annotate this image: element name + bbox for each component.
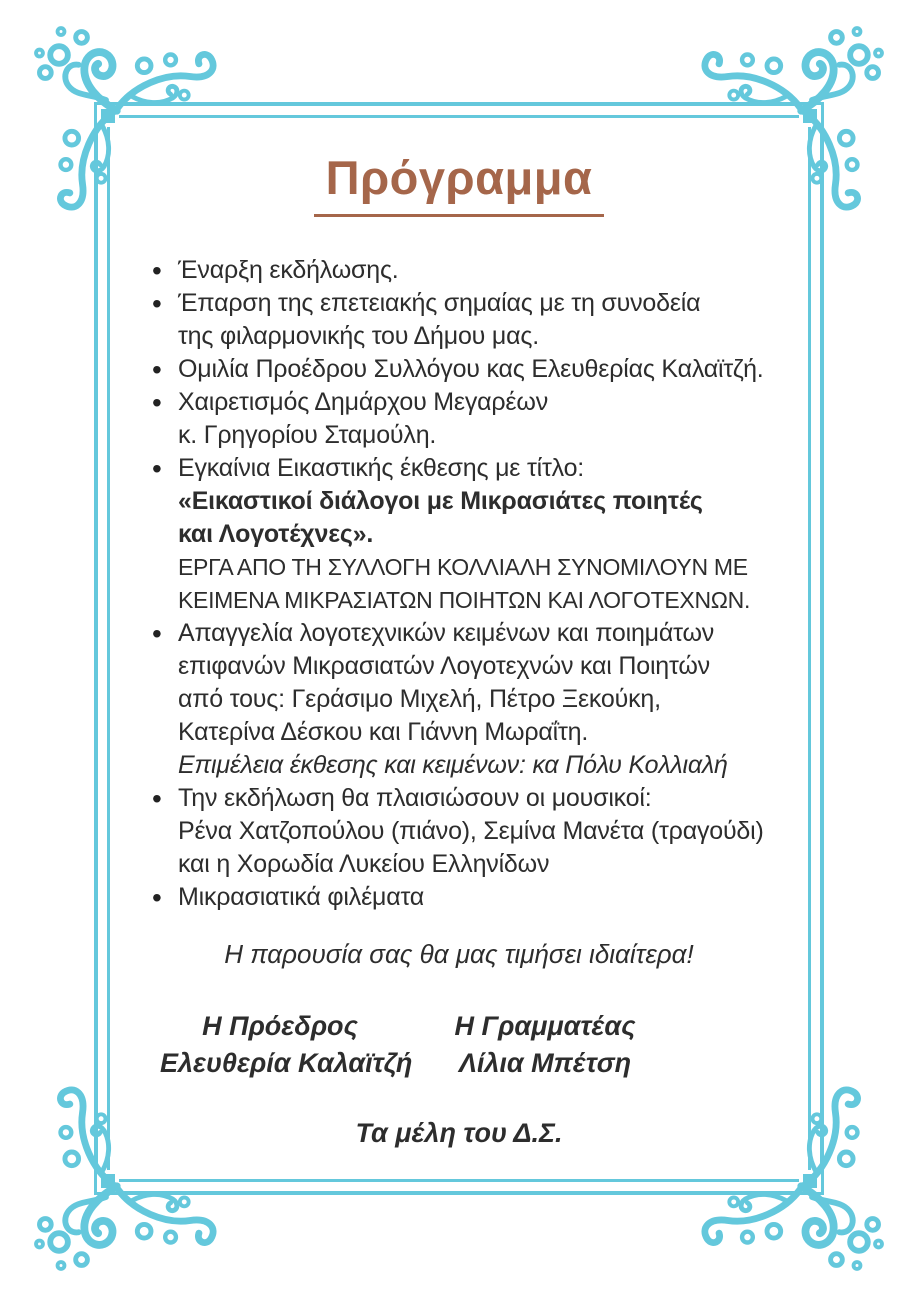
list-item xyxy=(150,353,818,386)
program-line: από τους: Γεράσιμο Μιχελή, Πέτρο Ξεκούκη, xyxy=(178,685,661,713)
list-item xyxy=(150,881,818,914)
signature-role: Η Γραμματέας xyxy=(454,1011,636,1041)
list-item xyxy=(150,782,818,881)
program-line: «Εικαστικοί διάλογοι με Μικρασιάτες ποιητές xyxy=(178,487,703,515)
corner-flourish-icon xyxy=(677,1062,902,1287)
list-item xyxy=(150,386,818,452)
program-line: και Λογοτέχνες». xyxy=(178,520,374,548)
corner-flourish-icon xyxy=(16,1062,241,1287)
signatures-row xyxy=(0,1008,918,1082)
program-line: • Απαγγελία λογοτεχνικών κειμένων και ποιημάτων xyxy=(178,619,715,647)
signature-role: Η Πρόεδρος xyxy=(202,1011,358,1041)
list-item xyxy=(150,617,818,782)
program-line: • Ομιλία Προέδρου Συλλόγου κας Ελευθερίας Καλαϊτζή. xyxy=(178,355,764,383)
signature-name: Λίλια Μπέτση xyxy=(458,1048,632,1078)
list-item xyxy=(150,287,818,353)
program-line: Ρένα Χατζοπούλου (πιάνο), Σεμίνα Μανέτα (τραγούδι) xyxy=(178,817,764,845)
program-line: • Χαιρετισμός Δημάρχου Μεγαρέων xyxy=(178,388,548,416)
signature-name: Ελευθερία Καλαϊτζή xyxy=(160,1048,413,1078)
program-line: ΚΕΙΜΕΝΑ ΜΙΚΡΑΣΙΑΤΩΝ ΠΟΙΗΤΩΝ ΚΑΙ ΛΟΓΟΤΕΧΝΩΝ. xyxy=(178,587,751,613)
program-line: • Έναρξη εκδήλωσης. xyxy=(178,256,399,284)
program-line: • Μικρασιατικά φιλέματα xyxy=(178,883,425,911)
board-members-note: Τα μέλη του Δ.Σ. xyxy=(355,1118,563,1148)
signature-secretary xyxy=(425,1008,665,1082)
program-line: επιφανών Μικρασιατών Λογοτεχνών και Ποιητών xyxy=(178,652,710,680)
closing-message: Η παρουσία σας θα μας τιμήσει ιδιαίτερα! xyxy=(224,939,694,969)
program-line: • Την εκδήλωση θα πλαισιώσουν οι μουσικοί: xyxy=(178,784,652,812)
program-line: Κατερίνα Δέσκου και Γιάννη Μωραΐτη. xyxy=(178,718,589,746)
program-line: ΕΡΓΑ ΑΠΟ ΤΗ ΣΥΛΛΟΓΗ ΚΟΛΛΙΑΛΗ ΣΥΝΟΜΙΛΟΥΝ ΜΕ xyxy=(178,554,748,580)
list-item xyxy=(150,452,818,617)
page-title: Πρόγραμμα xyxy=(314,150,605,217)
program-line: και η Χορωδία Λυκείου Ελληνίδων xyxy=(178,850,550,878)
program-list xyxy=(150,254,818,914)
program-line: • Έπαρση της επετειακής σημαίας με τη συνοδεία xyxy=(178,289,701,317)
program-line: • Εγκαίνια Εικαστικής έκθεσης με τίτλο: xyxy=(178,454,585,482)
program-line: της φιλαρμονικής του Δήμου μας. xyxy=(178,322,539,350)
signature-president xyxy=(160,1008,413,1082)
program-line: Επιμέλεια έκθεσης και κειμένων: κα Πόλυ Κολλιαλή xyxy=(178,751,728,779)
list-item xyxy=(150,254,818,287)
program-line: κ. Γρηγορίου Σταμούλη. xyxy=(178,421,437,449)
